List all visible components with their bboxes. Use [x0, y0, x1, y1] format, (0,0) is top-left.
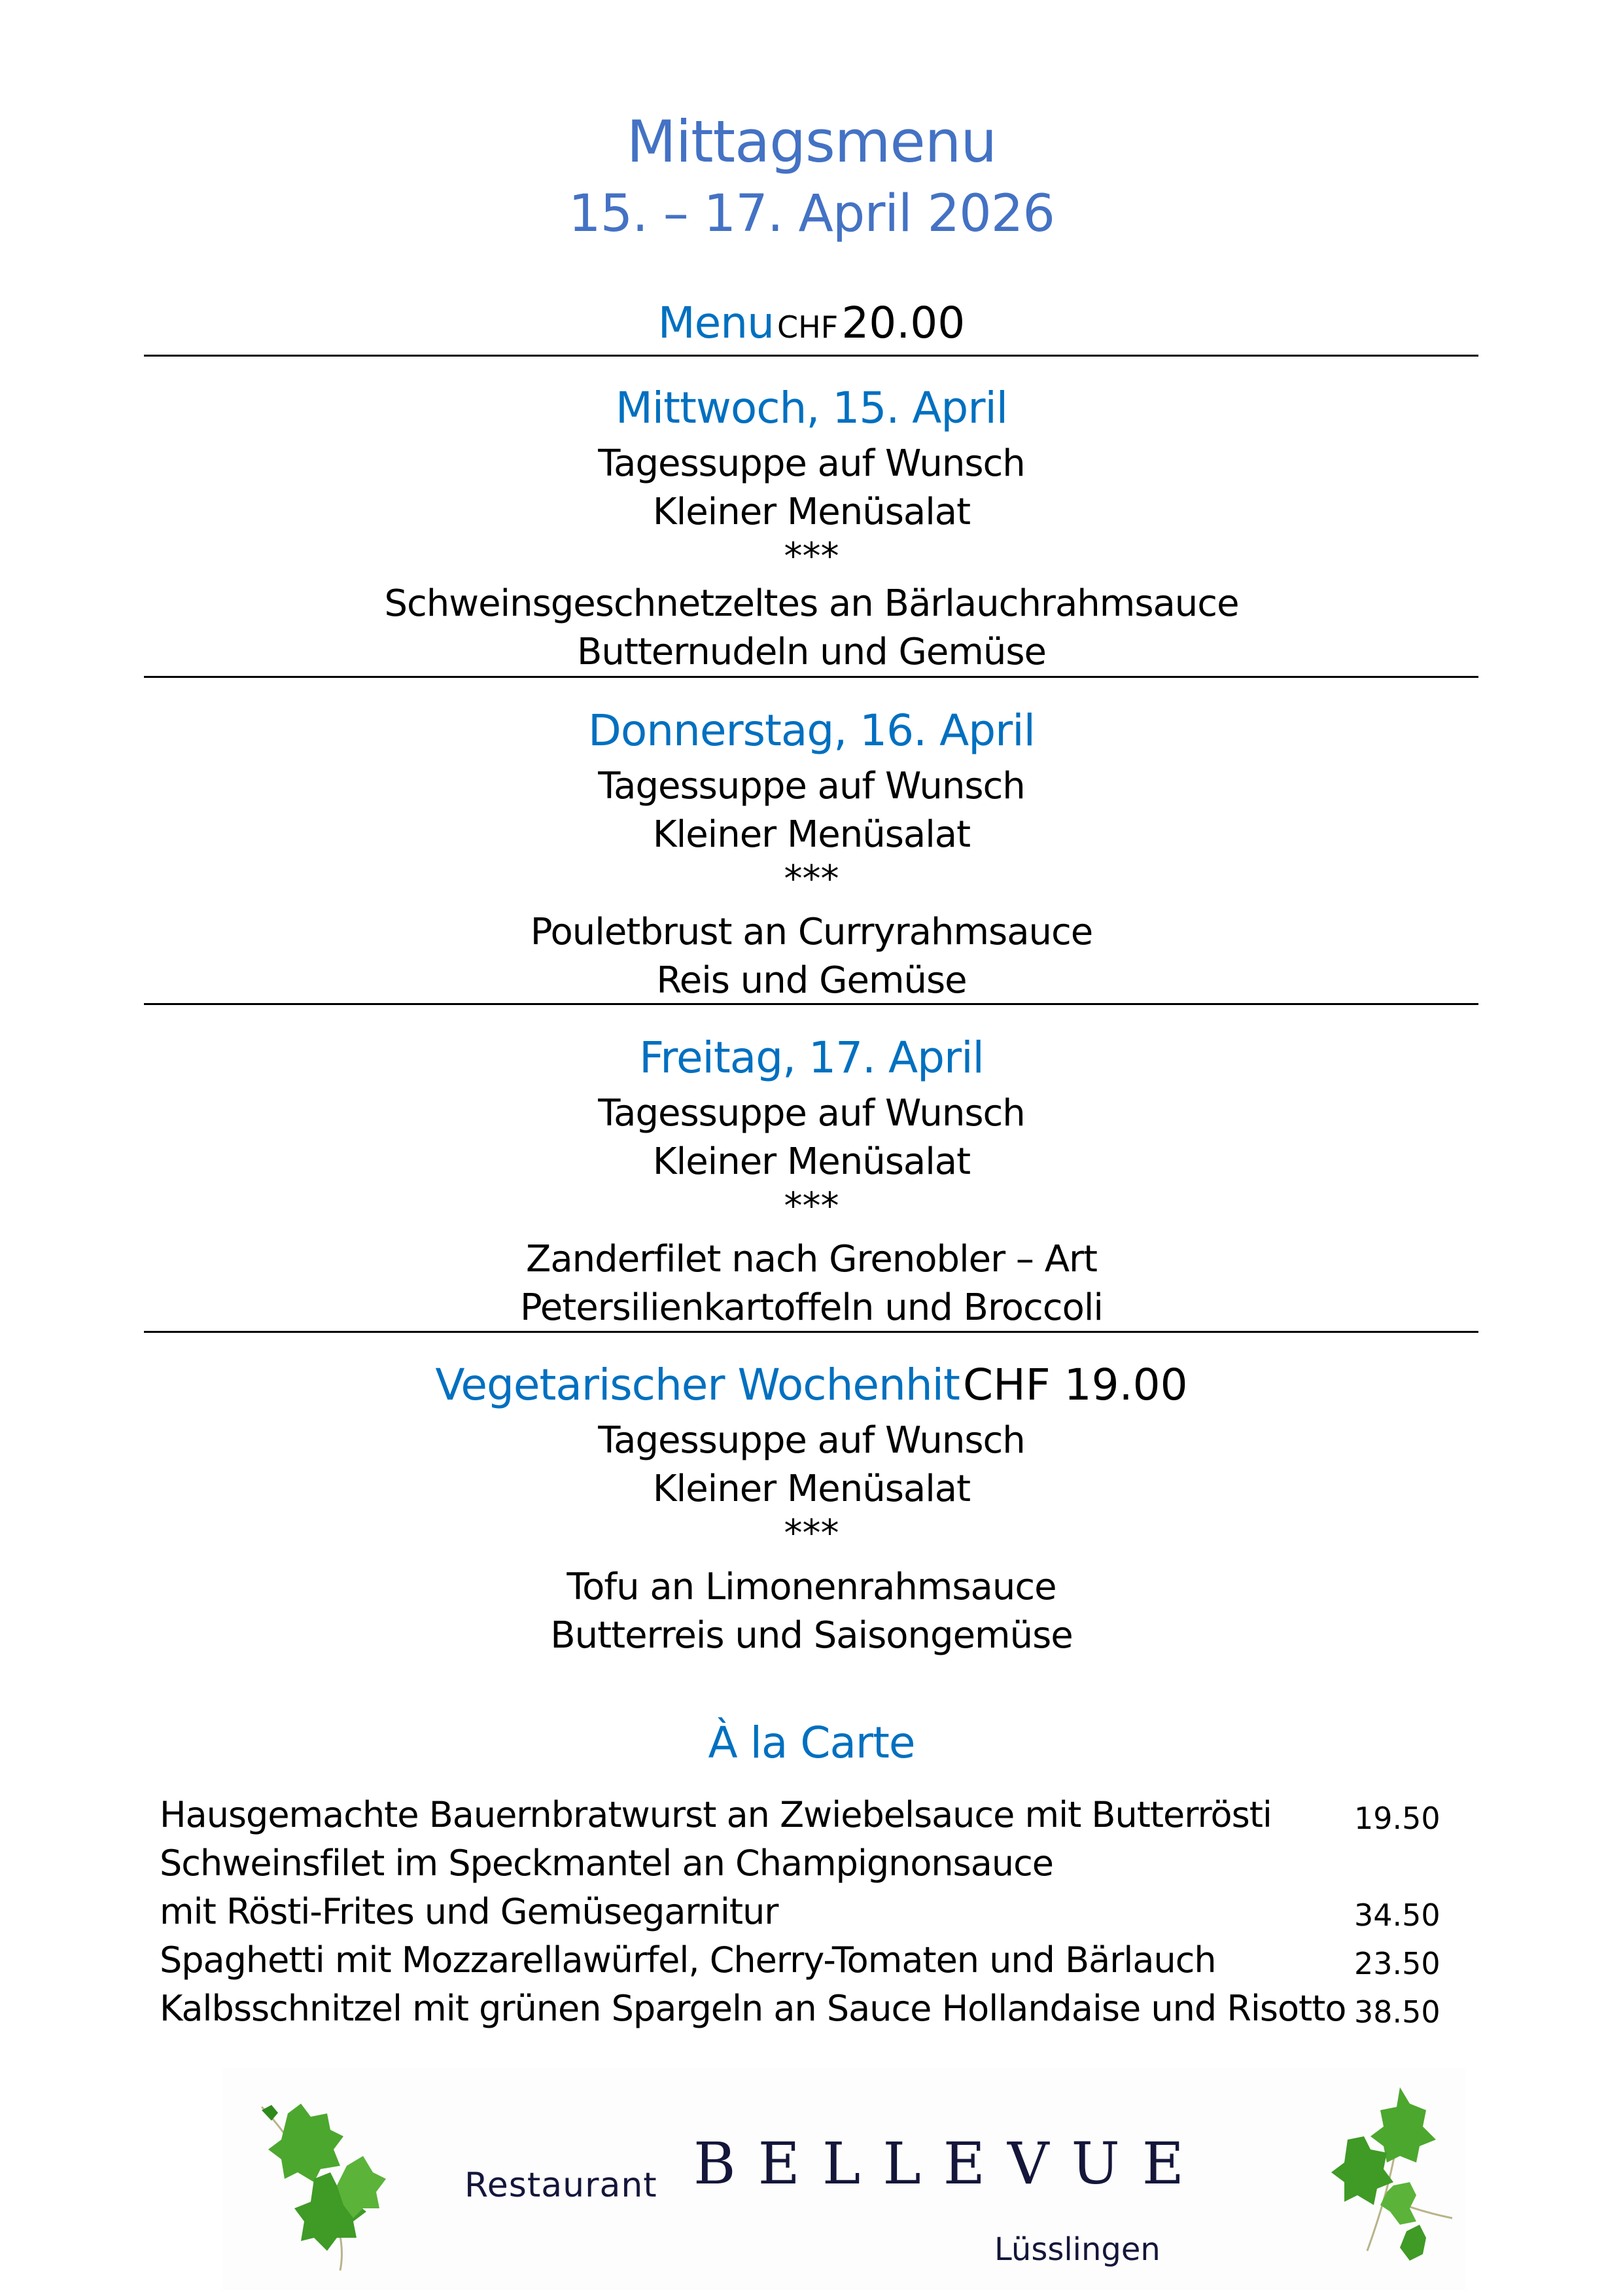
- main-line: Tofu an Limonenrahmsauce: [567, 1566, 1056, 1608]
- a-la-carte-heading: À la Carte: [708, 1718, 915, 1768]
- menu-currency: CHF: [777, 309, 839, 345]
- main-line: Butternudeln und Gemüse: [576, 631, 1046, 673]
- divider-rule: [144, 355, 1478, 357]
- starter-line: Tagessuppe auf Wunsch: [598, 1419, 1025, 1462]
- starter-line: Kleiner Menüsalat: [652, 491, 971, 533]
- menu-price-line: [0, 298, 1623, 348]
- course-separator: ***: [784, 535, 839, 578]
- restaurant-location: Lüsslingen: [994, 2231, 1161, 2268]
- main-line: Zanderfilet nach Grenobler – Art: [526, 1238, 1097, 1280]
- main-line: Pouletbrust an Curryrahmsauce: [530, 911, 1093, 953]
- course-separator: ***: [784, 1185, 839, 1227]
- main-line: Petersilienkartoffeln und Broccoli: [520, 1286, 1103, 1329]
- carte-item: Schweinsfilet im Speckmantel an Champignonsauce: [160, 1843, 1054, 1884]
- divider-rule: [144, 676, 1478, 678]
- vegetarian-price: CHF 19.00: [963, 1360, 1188, 1410]
- grape-leaf-icon: [1321, 2081, 1465, 2277]
- day-heading: Mittwoch, 15. April: [615, 383, 1008, 433]
- starter-line: Kleiner Menüsalat: [652, 1140, 971, 1183]
- restaurant-name: BELLEVUE: [693, 2130, 1206, 2197]
- carte-item: Hausgemachte Bauernbratwurst an Zwiebelsauce mit Butterrösti: [160, 1794, 1272, 1835]
- starter-line: Tagessuppe auf Wunsch: [598, 1092, 1025, 1135]
- carte-item-continued: mit Rösti-Frites und Gemüsegarnitur: [160, 1891, 778, 1932]
- day-heading: Freitag, 17. April: [639, 1033, 984, 1083]
- menu-amount: 20.00: [841, 298, 966, 348]
- carte-price: 19.50: [1354, 1801, 1440, 1836]
- starter-line: Kleiner Menüsalat: [652, 1468, 971, 1510]
- restaurant-label: Restaurant: [464, 2166, 657, 2205]
- day-heading: Donnerstag, 16. April: [588, 705, 1035, 756]
- carte-price: 34.50: [1354, 1898, 1440, 1933]
- main-line: Reis und Gemüse: [656, 959, 967, 1002]
- starter-line: Tagessuppe auf Wunsch: [598, 442, 1025, 485]
- menu-label: Menu: [657, 298, 774, 348]
- date-range: 15. – 17. April 2026: [568, 185, 1055, 243]
- divider-rule: [144, 1331, 1478, 1333]
- course-separator: ***: [784, 1512, 839, 1555]
- divider-rule: [144, 1003, 1478, 1005]
- page-title: Mittagsmenu: [626, 108, 997, 175]
- restaurant-logo: [222, 2068, 1465, 2290]
- carte-item: Spaghetti mit Mozzarellawürfel, Cherry-Tomaten und Bärlauch: [160, 1939, 1216, 1981]
- carte-item: Kalbsschnitzel mit grünen Spargeln an Sauce Hollandaise und Risotto: [160, 1988, 1346, 2029]
- main-line: Butterreis und Saisongemüse: [550, 1614, 1073, 1657]
- starter-line: Kleiner Menüsalat: [652, 813, 971, 856]
- carte-price: 38.50: [1354, 1994, 1440, 2030]
- main-line: Schweinsgeschnetzeltes an Bärlauchrahmsauce: [384, 582, 1239, 625]
- carte-price: 23.50: [1354, 1946, 1440, 1981]
- vegetarian-heading-line: [0, 1360, 1623, 1410]
- starter-line: Tagessuppe auf Wunsch: [598, 765, 1025, 807]
- course-separator: ***: [784, 858, 839, 900]
- vegetarian-heading: Vegetarischer Wochenhit: [435, 1360, 960, 1410]
- grape-leaf-icon: [249, 2094, 393, 2277]
